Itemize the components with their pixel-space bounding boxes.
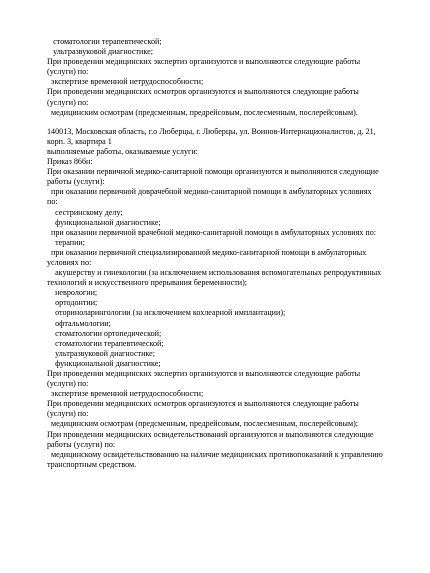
text-line: медицинскому освидетельствованию на наличие медицинских противопоказаний к управлению bbox=[47, 449, 383, 459]
text-line: по: bbox=[47, 197, 58, 207]
text-line: терапии; bbox=[47, 237, 85, 247]
text-line: (услуги) по: bbox=[47, 379, 89, 389]
text-line: При оказании первичной медико-санитарной помощи организуются и выполняются следующие bbox=[47, 167, 379, 177]
text-line: стоматологии ортопедической; bbox=[47, 328, 162, 338]
text-line: технологий и искусственного прерывания беременности); bbox=[47, 278, 248, 288]
text-line: при оказании первичной врачебной медико-санитарной помощи в амбулаторных условиях по: bbox=[47, 227, 377, 237]
text-line: (услуги) по: bbox=[47, 409, 89, 419]
text-line: При проведении медицинских освидетельствований организуются и выполняются следующие bbox=[47, 429, 374, 439]
text-line: условиях по: bbox=[47, 257, 92, 267]
text-line: при оказании первичной доврачебной медико-санитарной помощи в амбулаторных условиях bbox=[47, 187, 372, 197]
text-line: оториноларингологии (за исключением кохлеарной имплантации); bbox=[47, 308, 286, 318]
text-line: 140013, Московская область, г.о Люберцы, г. Люберцы, ул. Воинов-Интернационалистов, д. 21, bbox=[47, 126, 376, 136]
text-line: неврологии; bbox=[47, 288, 98, 298]
block-spacer bbox=[47, 118, 408, 127]
text-line: офтальмологии; bbox=[47, 318, 111, 328]
text-line: стоматологии терапевтической; bbox=[47, 338, 164, 348]
text-line: При проведении медицинских осмотров организуются и выполняются следующие работы bbox=[47, 399, 359, 409]
text-line: экспертизе временной нетрудоспособности; bbox=[47, 77, 204, 87]
text-line: работы (услуги): bbox=[47, 177, 105, 187]
text-line: транспортным средством. bbox=[47, 459, 137, 469]
text-line: медицинским осмотрам (предсменным, предрейсовым, послесменным, послерейсовым); bbox=[47, 419, 359, 429]
text-line: акушерству и гинекологии (за исключением использования вспомогательных репродуктивных bbox=[47, 268, 382, 278]
text-line: выполняемые работы, оказываемые услуги: bbox=[47, 146, 198, 156]
text-line: При проведении медицинских экспертиз организуются и выполняются следующие работы bbox=[47, 369, 361, 378]
text-line: При проведении медицинских осмотров организуются и выполняются следующие работы bbox=[47, 87, 359, 97]
text-line: экспертизе временной нетрудоспособности; bbox=[47, 389, 204, 399]
text-line: функциональной диагностике; bbox=[47, 217, 161, 227]
text-line: ультразвуковой диагностике; bbox=[47, 348, 155, 358]
text-block-2 bbox=[47, 127, 408, 470]
text-line: ортодонтии; bbox=[47, 298, 98, 308]
text-line: сестринскому делу; bbox=[47, 207, 123, 217]
text-line: (услуги) по: bbox=[47, 97, 89, 107]
text-line: корп. 3, квартира 1 bbox=[47, 136, 112, 146]
text-line: медицинским осмотрам (предсменным, предрейсовым, послесменным, послерейсовым). bbox=[47, 107, 358, 117]
text-line: (услуги) по: bbox=[47, 67, 89, 77]
text-line: функциональной диагностике; bbox=[47, 358, 161, 368]
text-line: Приказ 866н: bbox=[47, 157, 93, 167]
text-line: При проведении медицинских экспертиз организуются и выполняются следующие работы bbox=[47, 57, 361, 67]
text-line: работы (услуги) по: bbox=[47, 439, 116, 449]
text-line: ультразвуковой диагностике; bbox=[47, 47, 153, 57]
text-line: при оказании первичной специализированной медико-санитарной помощи в амбулаторных bbox=[47, 247, 367, 257]
text-line: стоматологии терапевтической; bbox=[47, 37, 162, 46]
text-block-1 bbox=[47, 37, 408, 118]
